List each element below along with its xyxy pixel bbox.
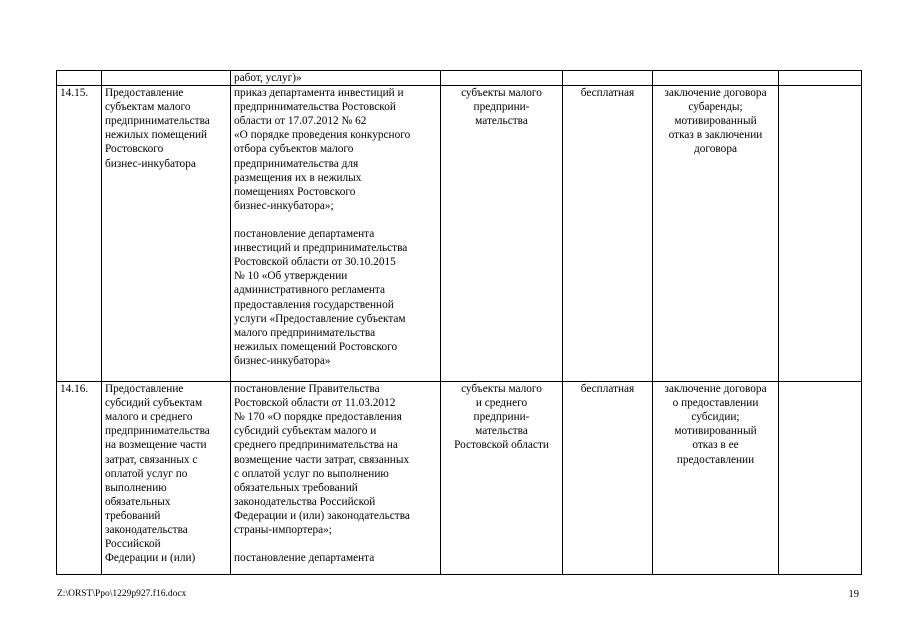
- result-cell: заключение договора о предоставлении субсидии; мотивированный отказ в ее предоставлении: [653, 382, 779, 575]
- service-name-cell: Предоставление субсидий субъектам малого и среднего предпринимательства на возмещение части затрат, связанных с оплатой услуг по выполнению обязательных требований законодательства Российской Федерации и (или): [102, 382, 231, 575]
- legal-basis-cell: работ, услуг)»: [231, 71, 441, 86]
- result-cell: [653, 71, 779, 86]
- row-number-cell: 14.15.: [57, 86, 102, 382]
- row-number-cell: [57, 71, 102, 86]
- table-row: [57, 71, 862, 86]
- fee-cell: бесплатная: [563, 382, 653, 575]
- table-row: [57, 86, 862, 382]
- extra-cell: [779, 86, 862, 382]
- service-name-cell: [102, 71, 231, 86]
- recipients-cell: субъекты малого и среднего предприни- мательства Ростовской области: [441, 382, 563, 575]
- fee-cell: [563, 71, 653, 86]
- result-cell: заключение договора субаренды; мотивированный отказ в заключении договора: [653, 86, 779, 382]
- extra-cell: [779, 382, 862, 575]
- legal-basis-cell: приказ департамента инвестиций и предпринимательства Ростовской области от 17.07.2012 № 62 «О порядке проведения конкурсного отбора субъектов малого предпринимательства для размещения их в нежилых помещениях Ростовского бизнес-инкубатора»; постановление департамента инвестиций и предпринимательства Ростовской области от 30.10.2015 № 10 «Об утверждении административного регламента предоставления государственной услуги «Предоставление субъектам малого предпринимательства нежилых помещений Ростовского бизнес-инкубатора»: [231, 86, 441, 382]
- services-table: [56, 70, 862, 575]
- extra-cell: [779, 71, 862, 86]
- table-row: [57, 382, 862, 575]
- recipients-cell: [441, 71, 563, 86]
- fee-cell: бесплатная: [563, 86, 653, 382]
- footer-file-path: Z:\ORST\Ppo\1229p927.f16.docx: [57, 589, 187, 599]
- service-name-cell: Предоставление субъектам малого предпринимательства нежилых помещений Ростовского бизнес-инкубатора: [102, 86, 231, 382]
- legal-basis-cell: постановление Правительства Ростовской области от 11.03.2012 № 170 «О порядке предоставления субсидий субъектам малого и среднего предпринимательства на возмещение части затрат, связанных с оплатой услуг по выполнению обязательных требований законодательства Российской Федерации и (или) законодательства страны-импортера»; постановление департамента: [231, 382, 441, 575]
- page-number: 19: [848, 589, 859, 600]
- recipients-cell: субъекты малого предприни- мательства: [441, 86, 563, 382]
- row-number-cell: 14.16.: [57, 382, 102, 575]
